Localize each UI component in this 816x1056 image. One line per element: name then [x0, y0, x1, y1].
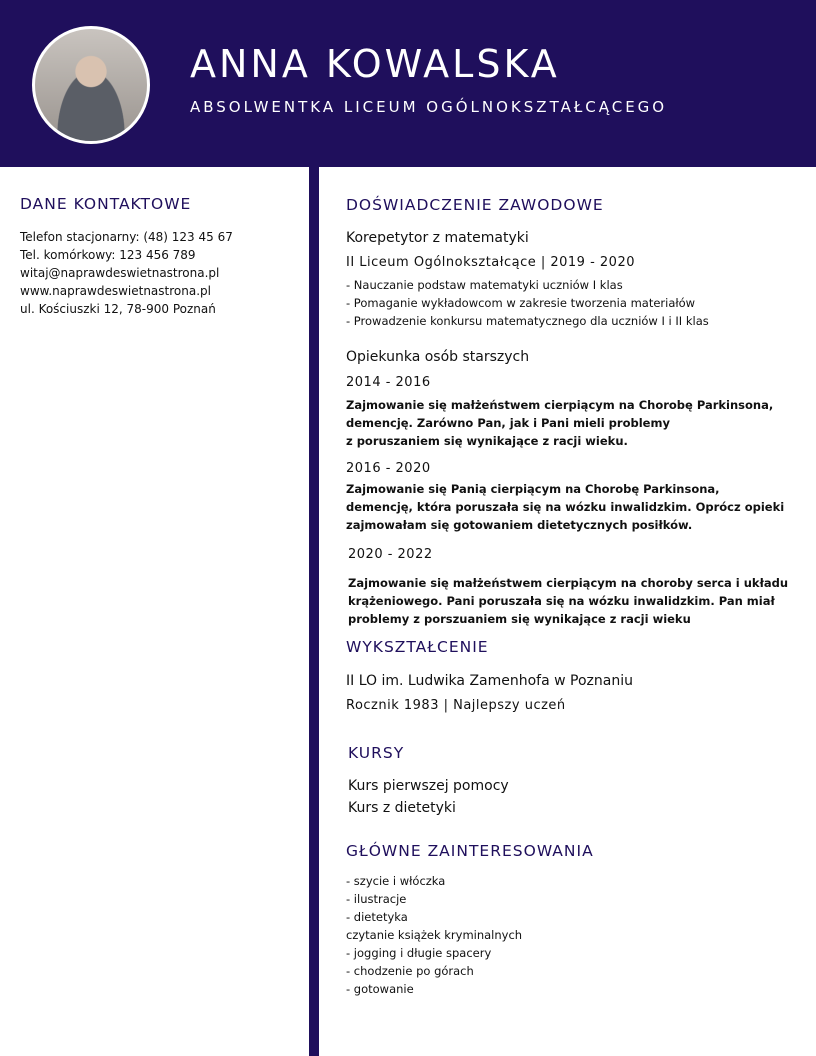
job-bullet: - Pomaganie wykładowcom w zakresie tworzenia materiałów — [346, 296, 696, 310]
job-title: Korepetytor z matematyki — [346, 230, 529, 246]
period-desc: demencję. Zarówno Pan, jak i Pani mieli problemy — [346, 416, 670, 430]
contact-line: Telefon stacjonarny: (48) 123 45 67 — [20, 230, 233, 244]
period-desc: krążeniowego. Pani poruszała się na wózku inwalidzkim. Pan miał — [348, 594, 775, 608]
education-heading: WYKSZTAŁCENIE — [346, 638, 489, 656]
period-desc: Zajmowanie się małżeństwem cierpiącym na Chorobę Parkinsona, — [346, 398, 774, 412]
interest-item: - dietetyka — [346, 910, 408, 924]
school-name: II LO im. Ludwika Zamenhofa w Poznaniu — [346, 673, 633, 689]
header — [0, 0, 816, 167]
period-years: 2014 - 2016 — [346, 375, 431, 390]
contact-line: Tel. komórkowy: 123 456 789 — [20, 248, 196, 262]
column-divider — [309, 167, 319, 1056]
course-item: Kurs z dietetyki — [348, 800, 456, 816]
subtitle: ABSOLWENTKA LICEUM OGÓLNOKSZTAŁCĄCEGO — [190, 98, 668, 116]
full-name: ANNA KOWALSKA — [190, 42, 560, 86]
period-desc: demencję, która poruszała się na wózku inwalidzkim. Oprócz opieki — [346, 500, 785, 514]
period-years: 2020 - 2022 — [348, 547, 433, 562]
education-meta: Rocznik 1983 | Najlepszy uczeń — [346, 698, 566, 713]
interest-item: czytanie książek kryminalnych — [346, 928, 523, 942]
period-desc: Zajmowanie się Panią cierpiącym na Chorobę Parkinsona, — [346, 482, 720, 496]
period-desc: z poruszaniem się wynikające z racji wieku. — [346, 434, 628, 448]
profile-photo — [32, 26, 150, 144]
interest-item: - jogging i długie spacery — [346, 946, 492, 960]
period-desc: problemy z porszuaniem się wynikające z racji wieku — [348, 612, 691, 626]
experience-heading: DOŚWIADCZENIE ZAWODOWE — [346, 196, 604, 214]
interests-heading: GŁÓWNE ZAINTERESOWANIA — [346, 842, 594, 860]
course-item: Kurs pierwszej pomocy — [348, 778, 509, 794]
courses-heading: KURSY — [348, 744, 405, 762]
job-title: Opiekunka osób starszych — [346, 349, 530, 365]
contact-heading: DANE KONTAKTOWE — [20, 195, 192, 213]
period-desc: zajmowałam się gotowaniem dietetycznych posiłków. — [346, 518, 693, 532]
interest-item: - ilustracje — [346, 892, 407, 906]
contact-website: www.naprawdeswietnastrona.pl — [20, 284, 211, 298]
contact-address: ul. Kościuszki 12, 78-900 Poznań — [20, 302, 216, 316]
interest-item: - gotowanie — [346, 982, 414, 996]
contact-email: witaj@naprawdeswietnastrona.pl — [20, 266, 220, 280]
interest-item: - szycie i włóczka — [346, 874, 446, 888]
job-bullet: - Prowadzenie konkursu matematycznego dla uczniów I i II klas — [346, 314, 709, 328]
period-desc: Zajmowanie się małżeństwem cierpiącym na choroby serca i układu — [348, 576, 789, 590]
job-meta: II Liceum Ogólnokształcące | 2019 - 2020 — [346, 255, 635, 270]
period-years: 2016 - 2020 — [346, 461, 431, 476]
job-bullet: - Nauczanie podstaw matematyki uczniów I klas — [346, 278, 623, 292]
interest-item: - chodzenie po górach — [346, 964, 474, 978]
